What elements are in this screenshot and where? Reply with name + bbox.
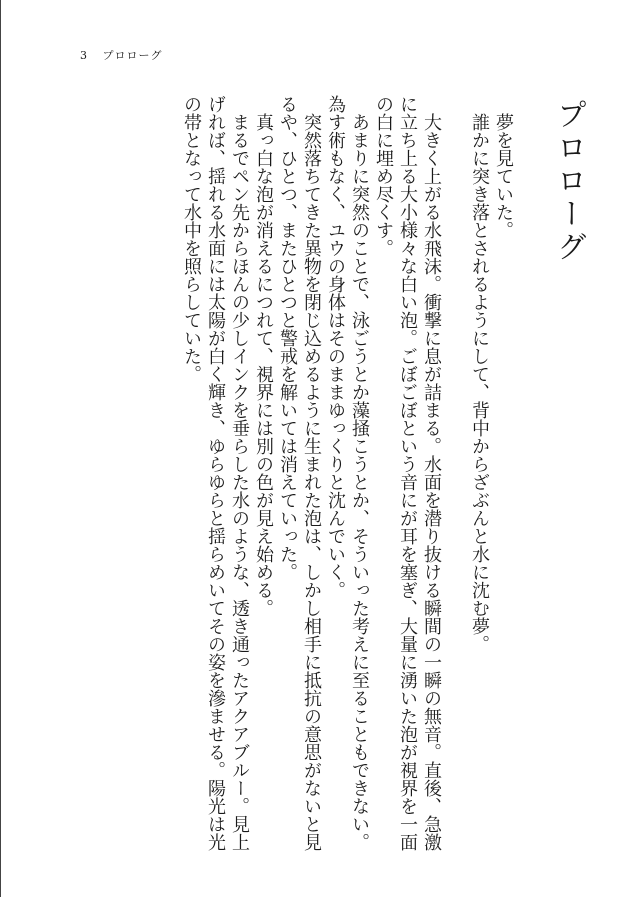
paragraph: 大きく上がる水飛沫。衝撃に息が詰まる。水面を潜り抜ける瞬間の一瞬の無音。直後、急激に立ち上る大小様々な白い泡。ごぼごぼという音にが耳を塞ぎ、大量に湧いた泡が視界を一面の白に埋め尽くす。 bbox=[373, 95, 442, 851]
running-header bbox=[80, 47, 163, 63]
page-edge-line bbox=[0, 0, 1, 897]
vertical-text-body bbox=[179, 95, 586, 865]
running-title: プロローグ bbox=[102, 49, 163, 62]
paragraph: 夢を見ていた。 bbox=[493, 113, 514, 239]
page-number: 3 bbox=[80, 49, 88, 62]
paragraph: 突然落ちてきた異物を閉じ込めるように生まれた泡は、しかし相手に抵抗の意思がないと見るや、ひとつ、またひとつと警戒を解いては消えていった。 bbox=[277, 95, 322, 851]
paragraph: 真っ白な泡が消えるにつれて、視界には別の色が見え始める。 bbox=[253, 113, 274, 617]
paragraph-gap bbox=[443, 95, 467, 865]
chapter-title: プロローグ bbox=[551, 99, 586, 264]
paragraph: あまりに突然のことで、泳ごうとか藻掻こうとか、そういった考えに至ることもできない。為す術もなく、ユウの身体はそのままゆっくりと沈んでいく。 bbox=[325, 95, 370, 851]
paragraph: まるでペン先からほんの少しインクを垂らした水のような、透き通ったアクアブルー。見上げれば、揺れる水面には太陽が白く輝き、ゆらゆらと揺らめいてその姿を滲ませる。陽光は光の帯となって水中を照らしていた。 bbox=[181, 95, 250, 851]
paragraph: 誰かに突き落とされるようにして、背中からざぶんと水に沈む夢。 bbox=[469, 113, 490, 653]
